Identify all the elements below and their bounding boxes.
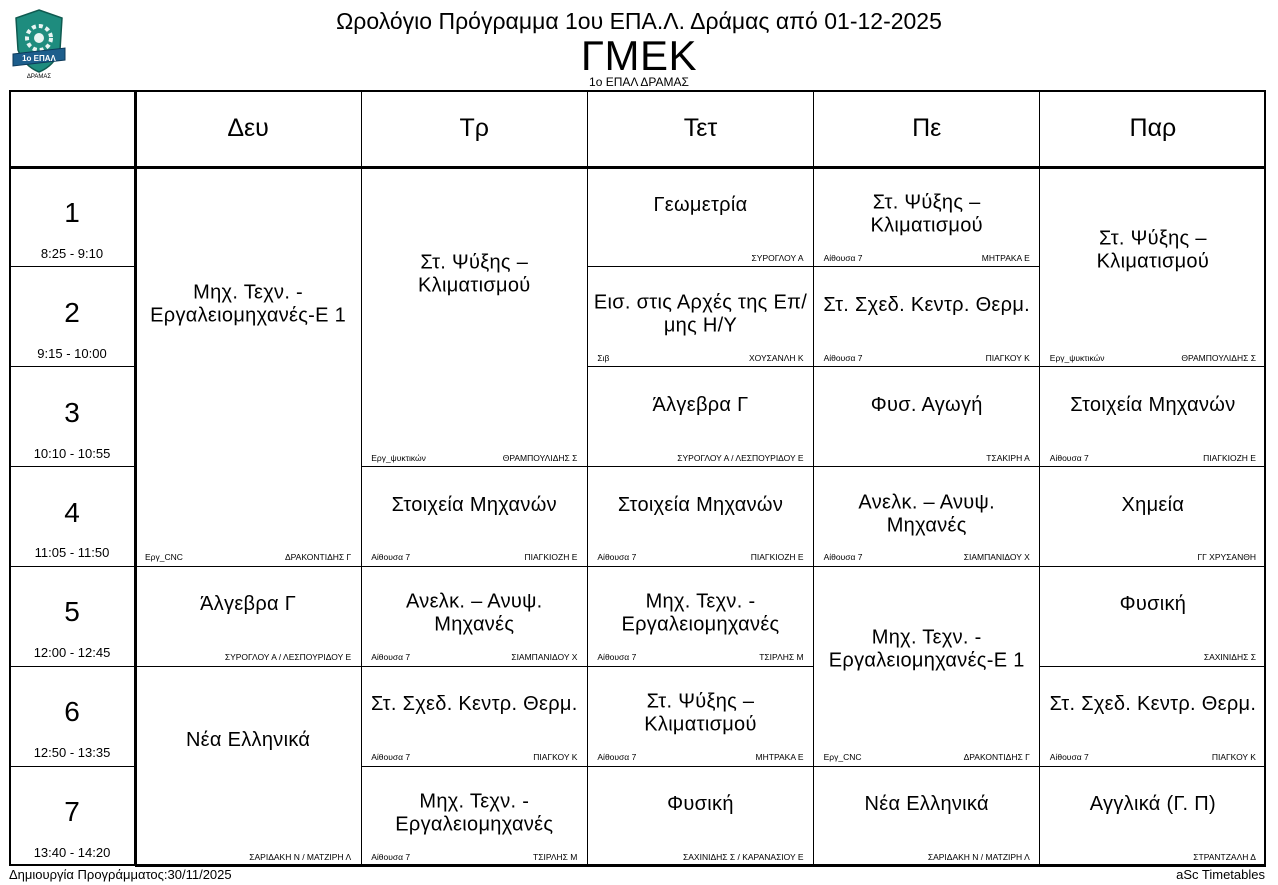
period-time: 8:25 - 9:10 xyxy=(40,245,104,261)
lesson-teacher: ΣΑΧΙΝΙΔΗΣ Σ xyxy=(1203,652,1256,663)
row-divider xyxy=(9,666,135,667)
day-header: Πε xyxy=(912,114,942,142)
lesson-teacher: ΣΙΑΜΠΑΝΙΔΟΥ Χ xyxy=(963,552,1030,563)
day-header: Τετ xyxy=(683,114,718,142)
lesson-room: Εργ_CNC xyxy=(823,752,862,763)
lesson-name: Στ. Ψύξης – Κλιματισμού xyxy=(870,191,983,237)
row-divider xyxy=(9,766,135,767)
lesson-cell[interactable] xyxy=(1040,167,1266,367)
lesson-cell[interactable] xyxy=(1040,367,1266,467)
grid-top-border xyxy=(9,90,1266,92)
row-divider xyxy=(9,266,135,267)
lesson-cell[interactable] xyxy=(587,367,813,467)
lesson-teacher: ΠΙΑΓΚΟΥ Κ xyxy=(985,352,1030,363)
lesson-teacher: ΘΡΑΜΠΟΥΛΙΔΗΣ Σ xyxy=(1181,352,1256,363)
lesson-cell[interactable] xyxy=(587,467,813,567)
lesson-name: Μηχ. Τεχν. - Εργαλειομηχανές xyxy=(621,590,780,636)
lesson-teacher: ΠΙΑΓΚΟΥ Κ xyxy=(533,752,578,763)
lesson-name: Στ. Ψύξης – Κλιματισμού xyxy=(644,690,757,736)
lesson-teacher: ΧΟΥΣΑΝΛΗ Κ xyxy=(748,352,804,363)
lesson-cell[interactable] xyxy=(135,167,361,566)
lesson-name: Μηχ. Τεχν. - Εργαλειομηχανές-Ε 1 xyxy=(150,281,347,327)
lesson-teacher: ΣΑΡΙΔΑΚΗ Ν / ΜΑΤΖΙΡΗ Λ xyxy=(927,851,1030,862)
lesson-teacher: ΣΙΑΜΠΑΝΙΔΟΥ Χ xyxy=(511,652,578,663)
lesson-cell[interactable] xyxy=(361,766,587,866)
lesson-cell[interactable] xyxy=(361,467,587,567)
lesson-teacher: ΘΡΑΜΠΟΥΛΙΔΗΣ Σ xyxy=(502,452,578,463)
lesson-cell[interactable] xyxy=(814,766,1040,866)
cell-border xyxy=(814,566,1040,567)
lesson-cell[interactable] xyxy=(587,167,813,267)
lesson-name: Στ. Ψύξης – Κλιματισμού xyxy=(1096,227,1210,273)
lesson-teacher: ΣΑΡΙΔΑΚΗ Ν / ΜΑΤΖΙΡΗ Λ xyxy=(249,851,352,862)
lesson-teacher: ΔΡΑΚΟΝΤΙΔΗΣ Γ xyxy=(963,752,1030,763)
lesson-name: Στοιχεία Μηχανών xyxy=(1070,393,1236,416)
lesson-teacher: ΤΣΙΡΛΗΣ Μ xyxy=(533,851,578,862)
timetable-grid xyxy=(9,90,1266,866)
lesson-teacher: ΤΣΙΡΛΗΣ Μ xyxy=(759,652,804,663)
row-divider xyxy=(9,366,135,367)
period-time: 11:05 - 11:50 xyxy=(34,545,110,561)
period-number: 4 xyxy=(64,496,80,528)
lesson-teacher: ΠΙΑΓΚΙΟΖΗ Ε xyxy=(1203,452,1256,463)
cell-border xyxy=(814,366,1040,367)
period-time: 10:10 - 10:55 xyxy=(33,445,111,461)
cell-border xyxy=(135,566,361,567)
cell-border xyxy=(587,466,813,467)
lesson-cell[interactable] xyxy=(814,267,1040,367)
lesson-teacher: ΣΤΡΑΝΤΖΑΛΗ Δ xyxy=(1193,851,1256,862)
logo-subtext: ΔΡΑΜΑΣ xyxy=(26,74,52,80)
lesson-room: Αίθουσα 7 xyxy=(1049,452,1089,463)
column-divider xyxy=(1039,90,1040,866)
logo-text: 1ο ΕΠΑΛ xyxy=(22,54,56,63)
period-cell xyxy=(9,267,135,367)
lesson-teacher: ΣΥΡΟΓΛΟΥ Α xyxy=(751,252,804,263)
lesson-room: Αίθουσα 7 xyxy=(597,552,637,563)
school-name: 1ο ΕΠΑΛ ΔΡΑΜΑΣ xyxy=(589,75,689,89)
lesson-name: Αγγλικά (Γ. Π) xyxy=(1089,793,1216,816)
period-time: 13:40 - 14:20 xyxy=(33,844,111,860)
lesson-cell[interactable] xyxy=(814,167,1040,267)
period-number: 5 xyxy=(64,596,80,628)
cell-border xyxy=(361,766,587,767)
period-cell xyxy=(9,467,135,567)
class-name: ΓΜΕΚ xyxy=(580,32,698,79)
cell-border xyxy=(1040,566,1266,567)
lesson-cell[interactable] xyxy=(1040,666,1266,766)
lesson-name: Νέα Ελληνικά xyxy=(864,793,989,816)
column-divider xyxy=(361,90,362,866)
day-header: Παρ xyxy=(1129,114,1177,142)
column-divider xyxy=(587,90,588,866)
lesson-name: Στ. Ψύξης – Κλιματισμού xyxy=(418,251,531,297)
lesson-room: Σιβ xyxy=(597,352,610,363)
lesson-room: Αίθουσα 7 xyxy=(823,552,863,563)
lesson-name: Φυσ. Αγωγή xyxy=(870,393,983,416)
lesson-cell[interactable] xyxy=(1040,766,1266,866)
lesson-name: Ανελκ. – Ανυψ. Μηχανές xyxy=(406,590,543,636)
cell-border xyxy=(587,266,813,267)
lesson-room: Αίθουσα 7 xyxy=(371,851,411,862)
lesson-name: Γεωμετρία xyxy=(653,194,748,217)
cell-border xyxy=(587,566,813,567)
lesson-cell[interactable] xyxy=(361,167,587,467)
lesson-room: Αίθουσα 7 xyxy=(371,552,411,563)
lesson-name: Στ. Σχεδ. Κεντρ. Θερμ. xyxy=(370,693,578,716)
lesson-cell[interactable] xyxy=(587,267,813,367)
lesson-teacher: ΜΗΤΡΑΚΑ Ε xyxy=(755,752,804,763)
cell-border xyxy=(1040,366,1266,367)
lesson-room: Αίθουσα 7 xyxy=(1049,752,1089,763)
period-time: 9:15 - 10:00 xyxy=(37,345,107,361)
period-number: 2 xyxy=(64,296,80,328)
period-cell xyxy=(9,367,135,467)
grid-left-border xyxy=(9,90,11,866)
lesson-cell[interactable] xyxy=(587,666,813,766)
lesson-cell[interactable] xyxy=(361,666,587,766)
lesson-name: Στοιχεία Μηχανών xyxy=(617,493,784,516)
period-number: 3 xyxy=(64,396,80,428)
cell-border xyxy=(814,266,1040,267)
lesson-name: Φυσική xyxy=(1119,593,1187,616)
lesson-cell[interactable] xyxy=(587,566,813,666)
lesson-room: Εργ_ψυκτικών xyxy=(1049,352,1105,363)
lesson-room: Εργ_ψυκτικών xyxy=(371,452,426,463)
lesson-name: Στοιχεία Μηχανών xyxy=(391,493,557,516)
cell-border xyxy=(1040,466,1266,467)
lesson-name: Στ. Σχεδ. Κεντρ. Θερμ. xyxy=(1049,693,1257,716)
software-credit: aSc Timetables xyxy=(1176,867,1265,882)
lesson-cell[interactable] xyxy=(587,766,813,866)
period-number: 6 xyxy=(64,696,80,728)
period-time: 12:50 - 13:35 xyxy=(33,745,111,761)
lesson-room: Αίθουσα 7 xyxy=(597,652,637,663)
lesson-room: Αίθουσα 7 xyxy=(823,252,863,263)
lesson-room: Αίθουσα 7 xyxy=(597,752,637,763)
lesson-teacher: ΜΗΤΡΑΚΑ Ε xyxy=(981,252,1030,263)
lesson-teacher: ΓΓ ΧΡΥΣΑΝΘΗ xyxy=(1197,552,1256,563)
cell-border xyxy=(361,466,587,467)
creation-date: Δημιουργία Προγράμματος:30/11/2025 xyxy=(9,867,232,882)
lesson-teacher: ΠΙΑΓΚΙΟΖΗ Ε xyxy=(524,552,578,563)
lesson-teacher: ΠΙΑΓΚΟΥ Κ xyxy=(1211,752,1256,763)
period-cell xyxy=(9,566,135,666)
cell-border xyxy=(587,666,813,667)
lesson-name: Μηχ. Τεχν. - Εργαλειομηχανές xyxy=(395,790,554,836)
lesson-room: Αίθουσα 7 xyxy=(823,352,863,363)
grid-bottom-border xyxy=(9,864,1266,866)
period-cell xyxy=(9,766,135,866)
lesson-cell[interactable] xyxy=(361,566,587,666)
cell-border xyxy=(587,766,813,767)
lesson-room: Αίθουσα 7 xyxy=(371,652,411,663)
page-title: Ωρολόγιο Πρόγραμμα 1ου ΕΠΑ.Λ. Δράμας από 01-12-2025 xyxy=(336,8,942,34)
period-number: 7 xyxy=(64,796,80,828)
lesson-name: Μηχ. Τεχν. - Εργαλειομηχανές-Ε 1 xyxy=(828,626,1025,672)
cell-border xyxy=(361,666,587,667)
lesson-cell[interactable] xyxy=(814,367,1040,467)
cell-border xyxy=(587,366,813,367)
cell-border xyxy=(135,666,361,667)
grid-right-border xyxy=(1264,90,1266,866)
lesson-name: Νέα Ελληνικά xyxy=(185,729,311,752)
lesson-cell[interactable] xyxy=(1040,467,1266,567)
period-time: 12:00 - 12:45 xyxy=(33,645,111,661)
lesson-name: Άλγεβρα Γ xyxy=(200,593,297,616)
lesson-name: Εισ. στις Αρχές της Επ/μης Η/Υ xyxy=(593,291,808,337)
lesson-name: Στ. Σχεδ. Κεντρ. Θερμ. xyxy=(823,294,1030,317)
period-cell xyxy=(9,666,135,766)
period-cell xyxy=(9,167,135,267)
period-column-border xyxy=(134,90,137,866)
day-header: Τρ xyxy=(459,114,490,142)
cell-border xyxy=(814,766,1040,767)
period-number: 1 xyxy=(64,197,80,228)
lesson-teacher: ΠΙΑΓΚΙΟΖΗ Ε xyxy=(750,552,804,563)
header-bottom-border xyxy=(9,166,1266,169)
cell-border xyxy=(1040,666,1266,667)
cell-border xyxy=(361,566,587,567)
row-divider xyxy=(9,566,135,567)
lesson-name: Άλγεβρα Γ xyxy=(652,393,749,416)
lesson-cell[interactable] xyxy=(135,666,361,866)
lesson-teacher: ΣΑΧΙΝΙΔΗΣ Σ / ΚΑΡΑΝΑΣΙΟΥ Ε xyxy=(682,851,804,862)
lesson-name: Φυσική xyxy=(667,793,734,816)
lesson-cell[interactable] xyxy=(814,566,1040,766)
day-header: Δευ xyxy=(227,114,269,142)
lesson-cell[interactable] xyxy=(1040,566,1266,666)
lesson-name: Ανελκ. – Ανυψ. Μηχανές xyxy=(858,490,995,536)
lesson-room: Εργ_CNC xyxy=(145,552,183,563)
lesson-room: Αίθουσα 7 xyxy=(371,752,411,763)
row-divider xyxy=(9,466,135,467)
column-divider xyxy=(813,90,814,866)
lesson-teacher: ΣΥΡΟΓΛΟΥ Α / ΛΕΣΠΟΥΡΙΔΟΥ Ε xyxy=(677,452,804,463)
lesson-cell[interactable] xyxy=(814,467,1040,567)
cell-border xyxy=(814,466,1040,467)
lesson-name: Χημεία xyxy=(1121,493,1185,516)
lesson-teacher: ΣΥΡΟΓΛΟΥ Α / ΛΕΣΠΟΥΡΙΔΟΥ Ε xyxy=(224,652,352,663)
cell-border xyxy=(1040,766,1266,767)
lesson-teacher: ΤΣΑΚΙΡΗ Α xyxy=(986,452,1030,463)
lesson-cell[interactable] xyxy=(135,566,361,666)
lesson-teacher: ΔΡΑΚΟΝΤΙΔΗΣ Γ xyxy=(284,552,352,563)
